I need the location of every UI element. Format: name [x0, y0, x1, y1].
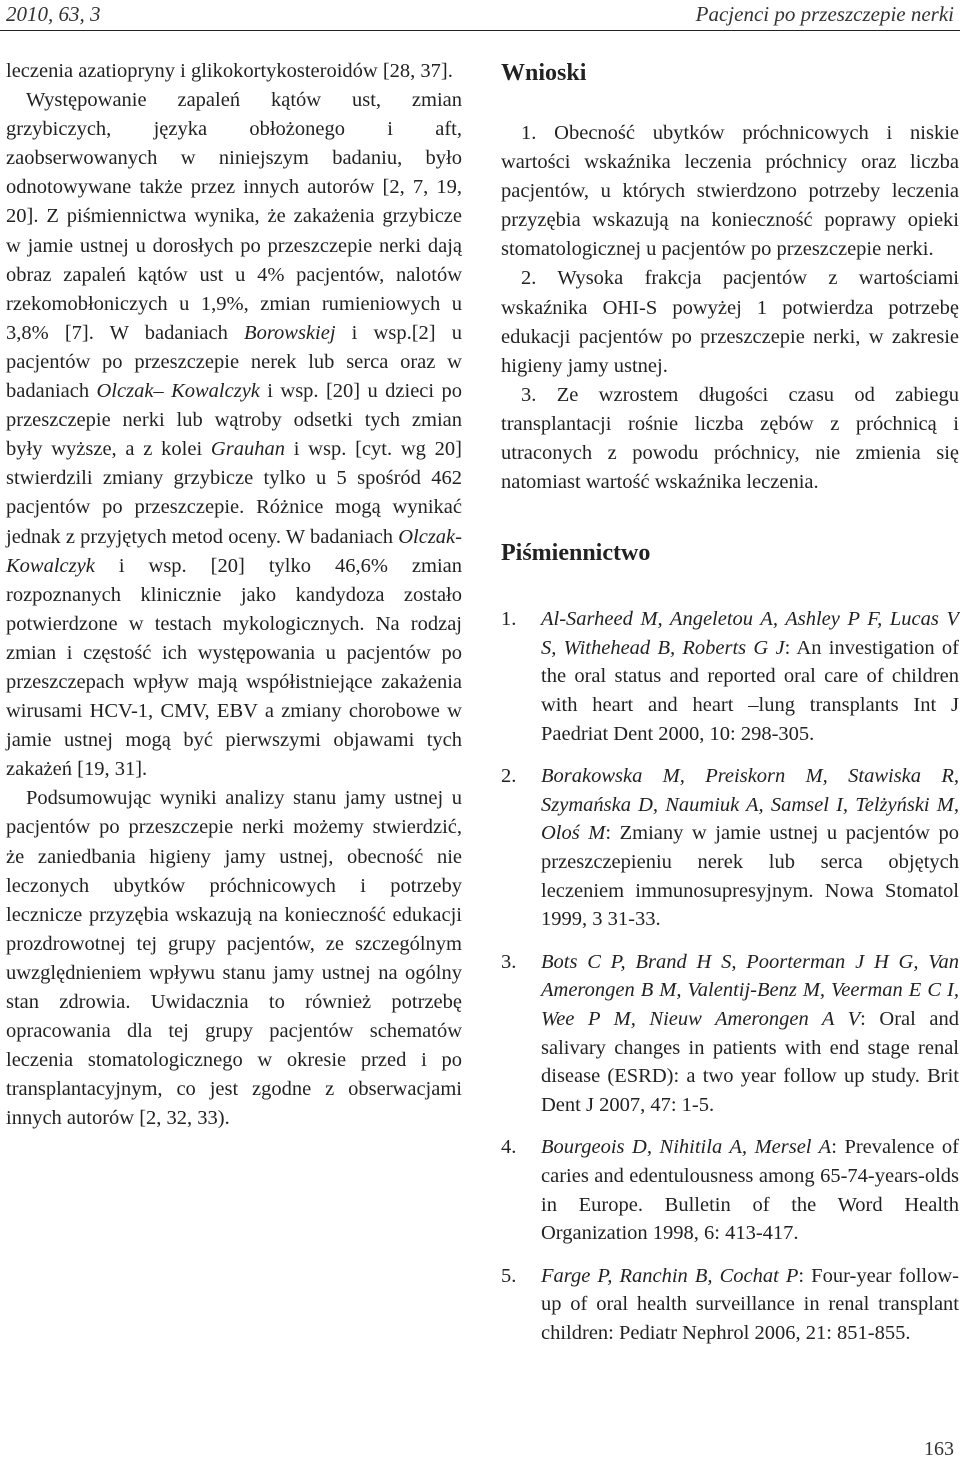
reference-details: : Oral and salivary changes in patients with end stage renal disease (ESRD): a two year follow up study. Brit Dent J 2007, 47: 1-5. [541, 1007, 959, 1116]
reference-number: 1. [501, 608, 517, 631]
conclusions-list [501, 119, 959, 497]
reference-item [501, 605, 959, 748]
paragraph-fungal-infections: Występowanie zapaleń kątów ust, zmian grzybiczych, języka obłożonego i aft, zaobserwowanych w niniejszym badaniu, było odnotowywane także przez innych autorów [2, 7, 19, 20]. Z piśmiennictwa wynika, że zakażenia grzybicze w jamie ustnej u dorosłych po przeszczepie nerki dają obraz zapaleń kątów ust u 4% pacjentów, nalotów rzekomobłoniczych u 1,9%, zmian rumieniowych u 3,8% [7]. W badaniach Borowskiej i wsp.[2] u pacjentów po przeszczepie nerek lub serca oraz w badaniach Olczak– Kowalczyk i wsp. [20] u dzieci po przeszczepie nerki lub wątroby odsetki tych zmian były wyższe, a z kolei Grauhan i wsp. [cyt. wg 20] stwierdzili zmiany grzybicze tylko u 5 spośród 462 pacjentów po przeszczepie. Różnice mogą wynikać jednak z przyjętych metod oceny. W badaniach Olczak-Kowalczyk i wsp. [20] tylko 46,6% zmian rozpoznanych klinicznie jako kandydoza zostało potwierdzone w testach mykologicznych. Na rodzaj zmian i częstość ich występowania u pacjentów po przeszczepach wpływ mają współistniejące zakażenia wirusami HCV-1, CMV, EBV a zmiany chorobowe w jamie ustnej mogą być pierwszymi objawami tych zakażeń [19, 31]. [6, 89, 463, 781]
conclusion-item: 3. Ze wzrostem długości czasu od zabiegu transplantacji rośnie liczba zębów z próchnicą i utraconych z powodu próchnicy, nie zmienia się natomiast wartość wskaźnika leczenia. [501, 383, 959, 494]
running-header [0, 0, 960, 30]
reference-item [501, 1133, 959, 1247]
journal-issue: 2010, 63, 3 [6, 2, 101, 26]
reference-number: 5. [501, 1264, 517, 1287]
right-column [501, 57, 959, 1361]
reference-details: : Zmiany w jamie ustnej u pacjentów po przeszczepieniu nerek lub serca objętych leczeniem immunosupresyjnym. Nowa Stomatol 1999, 3 31-33. [541, 822, 959, 931]
reference-number: 3. [501, 950, 517, 973]
conclusions-heading: Wnioski [501, 60, 587, 86]
reference-authors: Al-Sarheed M, Angeletou A, Ashley P F, Lucas V S, Withehead B, Roberts G J [541, 608, 959, 659]
conclusion-item: 1. Obecność ubytków próchnicowych i niskie wartości wskaźnika leczenia próchnicy oraz liczba pacjentów, u których stwierdzono potrzeby leczenia przyzębia wskazują na konieczność poprawy opieki stomatologicznej u pacjentów po przeszczepie nerki. [501, 122, 959, 261]
reference-number: 2. [501, 765, 517, 788]
references-heading: Piśmiennictwo [501, 540, 651, 567]
reference-authors: Bourgeois D, Nihitila A, Mersel A [541, 1136, 832, 1159]
reference-authors: Farge P, Ranchin B, Cochat P [541, 1264, 799, 1287]
reference-number: 4. [501, 1136, 517, 1159]
paragraph-summary: Podsumowując wyniki analizy stanu jamy ustnej u pacjentów po przeszczepie nerki możemy stwierdzić, że zaniedbania higieny jamy ustnej, obecność nie leczonych ubytków próchnicowych i potrzeby lecznicze przyzębia wskazują na konieczność edukacji prozdrowotnej tej grupy pacjentów, ze szczególnym uwzględnieniem wpływu stanu jamy ustnej na ogólny stan zdrowia. Uwidacznia to również potrzebę opracowania dla tej grupy pacjentów schematów leczenia stomatologicznego w okresie przed i po transplantacyjnym, co jest zgodne z obserwacjami innych autorów [2, 32, 33). [6, 787, 462, 1130]
left-column [6, 57, 462, 1133]
reference-details: : Prevalence of caries and edentulousness among 65-74-years-olds in Europe. Bulletin of the Word Health Organization 1998, 6: 413-417. [541, 1136, 959, 1245]
reference-item [501, 762, 959, 934]
reference-authors: Borakowska M, Preiskorn M, Stawiska R, Szymańska D, Naumiuk A, Samsel I, Telżyński M, Oloś M [541, 765, 959, 845]
reference-item [501, 1262, 959, 1348]
running-title: Pacjenci po przeszczepie nerki [695, 2, 954, 26]
references-list [501, 605, 959, 1347]
paragraph-continued: leczenia azatiopryny i glikokortykosteroidów [28, 37]. [6, 60, 453, 82]
conclusion-item: 2. Wysoka frakcja pacjentów z wartościami wskaźnika OHI-S powyżej 1 potwierdza potrzebę edukacji pacjentów po przeszczepie nerki, w zakresie higieny jamy ustnej. [501, 267, 959, 377]
reference-authors: Bots C P, Brand H S, Poorterman J H G, Van Amerongen B M, Valentij-Benz M, Veerman E C I, Wee P M, Nieuw Amerongen A V [541, 950, 959, 1030]
header-rule [0, 30, 960, 31]
reference-details: : An investigation of the oral status and reported oral care of children with heart and heart –lung transplants Int J Paedriat Dent 2000, 10: 298-305. [541, 636, 960, 745]
page-number: 163 [924, 1438, 954, 1460]
reference-item [501, 948, 959, 1120]
reference-details: : Four-year follow-up of oral health surveillance in renal transplant children: Pediatr Nephrol 2006, 21: 851-855. [541, 1264, 960, 1344]
